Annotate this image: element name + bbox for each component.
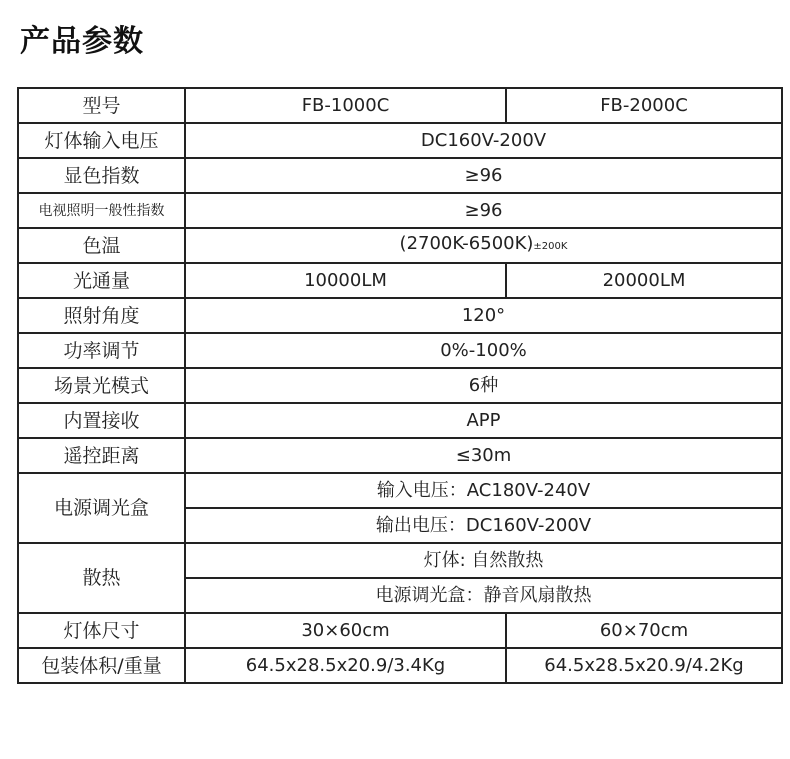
- lumen-a-value: 10000LM: [185, 263, 506, 298]
- table-row-scene-modes: [18, 368, 782, 403]
- row-value: 输出电压：DC160V-200V: [185, 508, 782, 543]
- lumen-b-value: 20000LM: [506, 263, 782, 298]
- row-label: 电视照明一般性指数: [18, 193, 185, 228]
- row-label: 散热: [18, 543, 185, 613]
- row-label: 功率调节: [18, 333, 185, 368]
- table-row-color-temp: [18, 228, 782, 263]
- package-a-value: 64.5x28.5x20.9/3.4Kg: [185, 648, 506, 683]
- table-row-cri: [18, 158, 782, 193]
- row-value: ≥96: [185, 193, 782, 228]
- spec-table: [17, 87, 783, 684]
- size-b-value: 60×70cm: [506, 613, 782, 648]
- color-temp-range: (2700K-6500K): [399, 233, 534, 254]
- row-value: ≥96: [185, 158, 782, 193]
- row-label: 场景光模式: [18, 368, 185, 403]
- model-b-value: FB-2000C: [506, 88, 782, 123]
- row-label: 照射角度: [18, 298, 185, 333]
- row-value: 电源调光盒：静音风扇散热: [185, 578, 782, 613]
- table-row-luminous-flux: [18, 263, 782, 298]
- table-row-package: [18, 648, 782, 683]
- row-label: 电源调光盒: [18, 473, 185, 543]
- table-row-power-box-input: [18, 473, 782, 508]
- page-title: 产品参数: [20, 24, 144, 59]
- table-row-dimming: [18, 333, 782, 368]
- table-row-input-voltage: [18, 123, 782, 158]
- package-b-value: 64.5x28.5x20.9/4.2Kg: [506, 648, 782, 683]
- row-value: APP: [185, 403, 782, 438]
- row-value: 灯体: 自然散热: [185, 543, 782, 578]
- table-row-remote-distance: [18, 438, 782, 473]
- row-label: 灯体输入电压: [18, 123, 185, 158]
- size-a-value: 30×60cm: [185, 613, 506, 648]
- row-value: 输入电压：AC180V-240V: [185, 473, 782, 508]
- table-row-model: [18, 88, 782, 123]
- row-label: 显色指数: [18, 158, 185, 193]
- row-value: DC160V-200V: [185, 123, 782, 158]
- table-row-tlci: [18, 193, 782, 228]
- row-label: 灯体尺寸: [18, 613, 185, 648]
- row-value: 120°: [185, 298, 782, 333]
- row-label: 型号: [18, 88, 185, 123]
- color-temp-tolerance: ±200K: [533, 241, 568, 252]
- row-value-cell: [185, 228, 782, 263]
- row-value: 6种: [185, 368, 782, 403]
- row-label: 遥控距离: [18, 438, 185, 473]
- row-value: ≤30m: [185, 438, 782, 473]
- table-row-cooling-lamp: [18, 543, 782, 578]
- model-a-value: FB-1000C: [185, 88, 506, 123]
- table-row-receiver: [18, 403, 782, 438]
- table-row-beam-angle: [18, 298, 782, 333]
- table-row-lamp-size: [18, 613, 782, 648]
- row-label: 内置接收: [18, 403, 185, 438]
- row-value: 0%-100%: [185, 333, 782, 368]
- row-label: 色温: [18, 228, 185, 263]
- row-label: 包装体积/重量: [18, 648, 185, 683]
- row-label: 光通量: [18, 263, 185, 298]
